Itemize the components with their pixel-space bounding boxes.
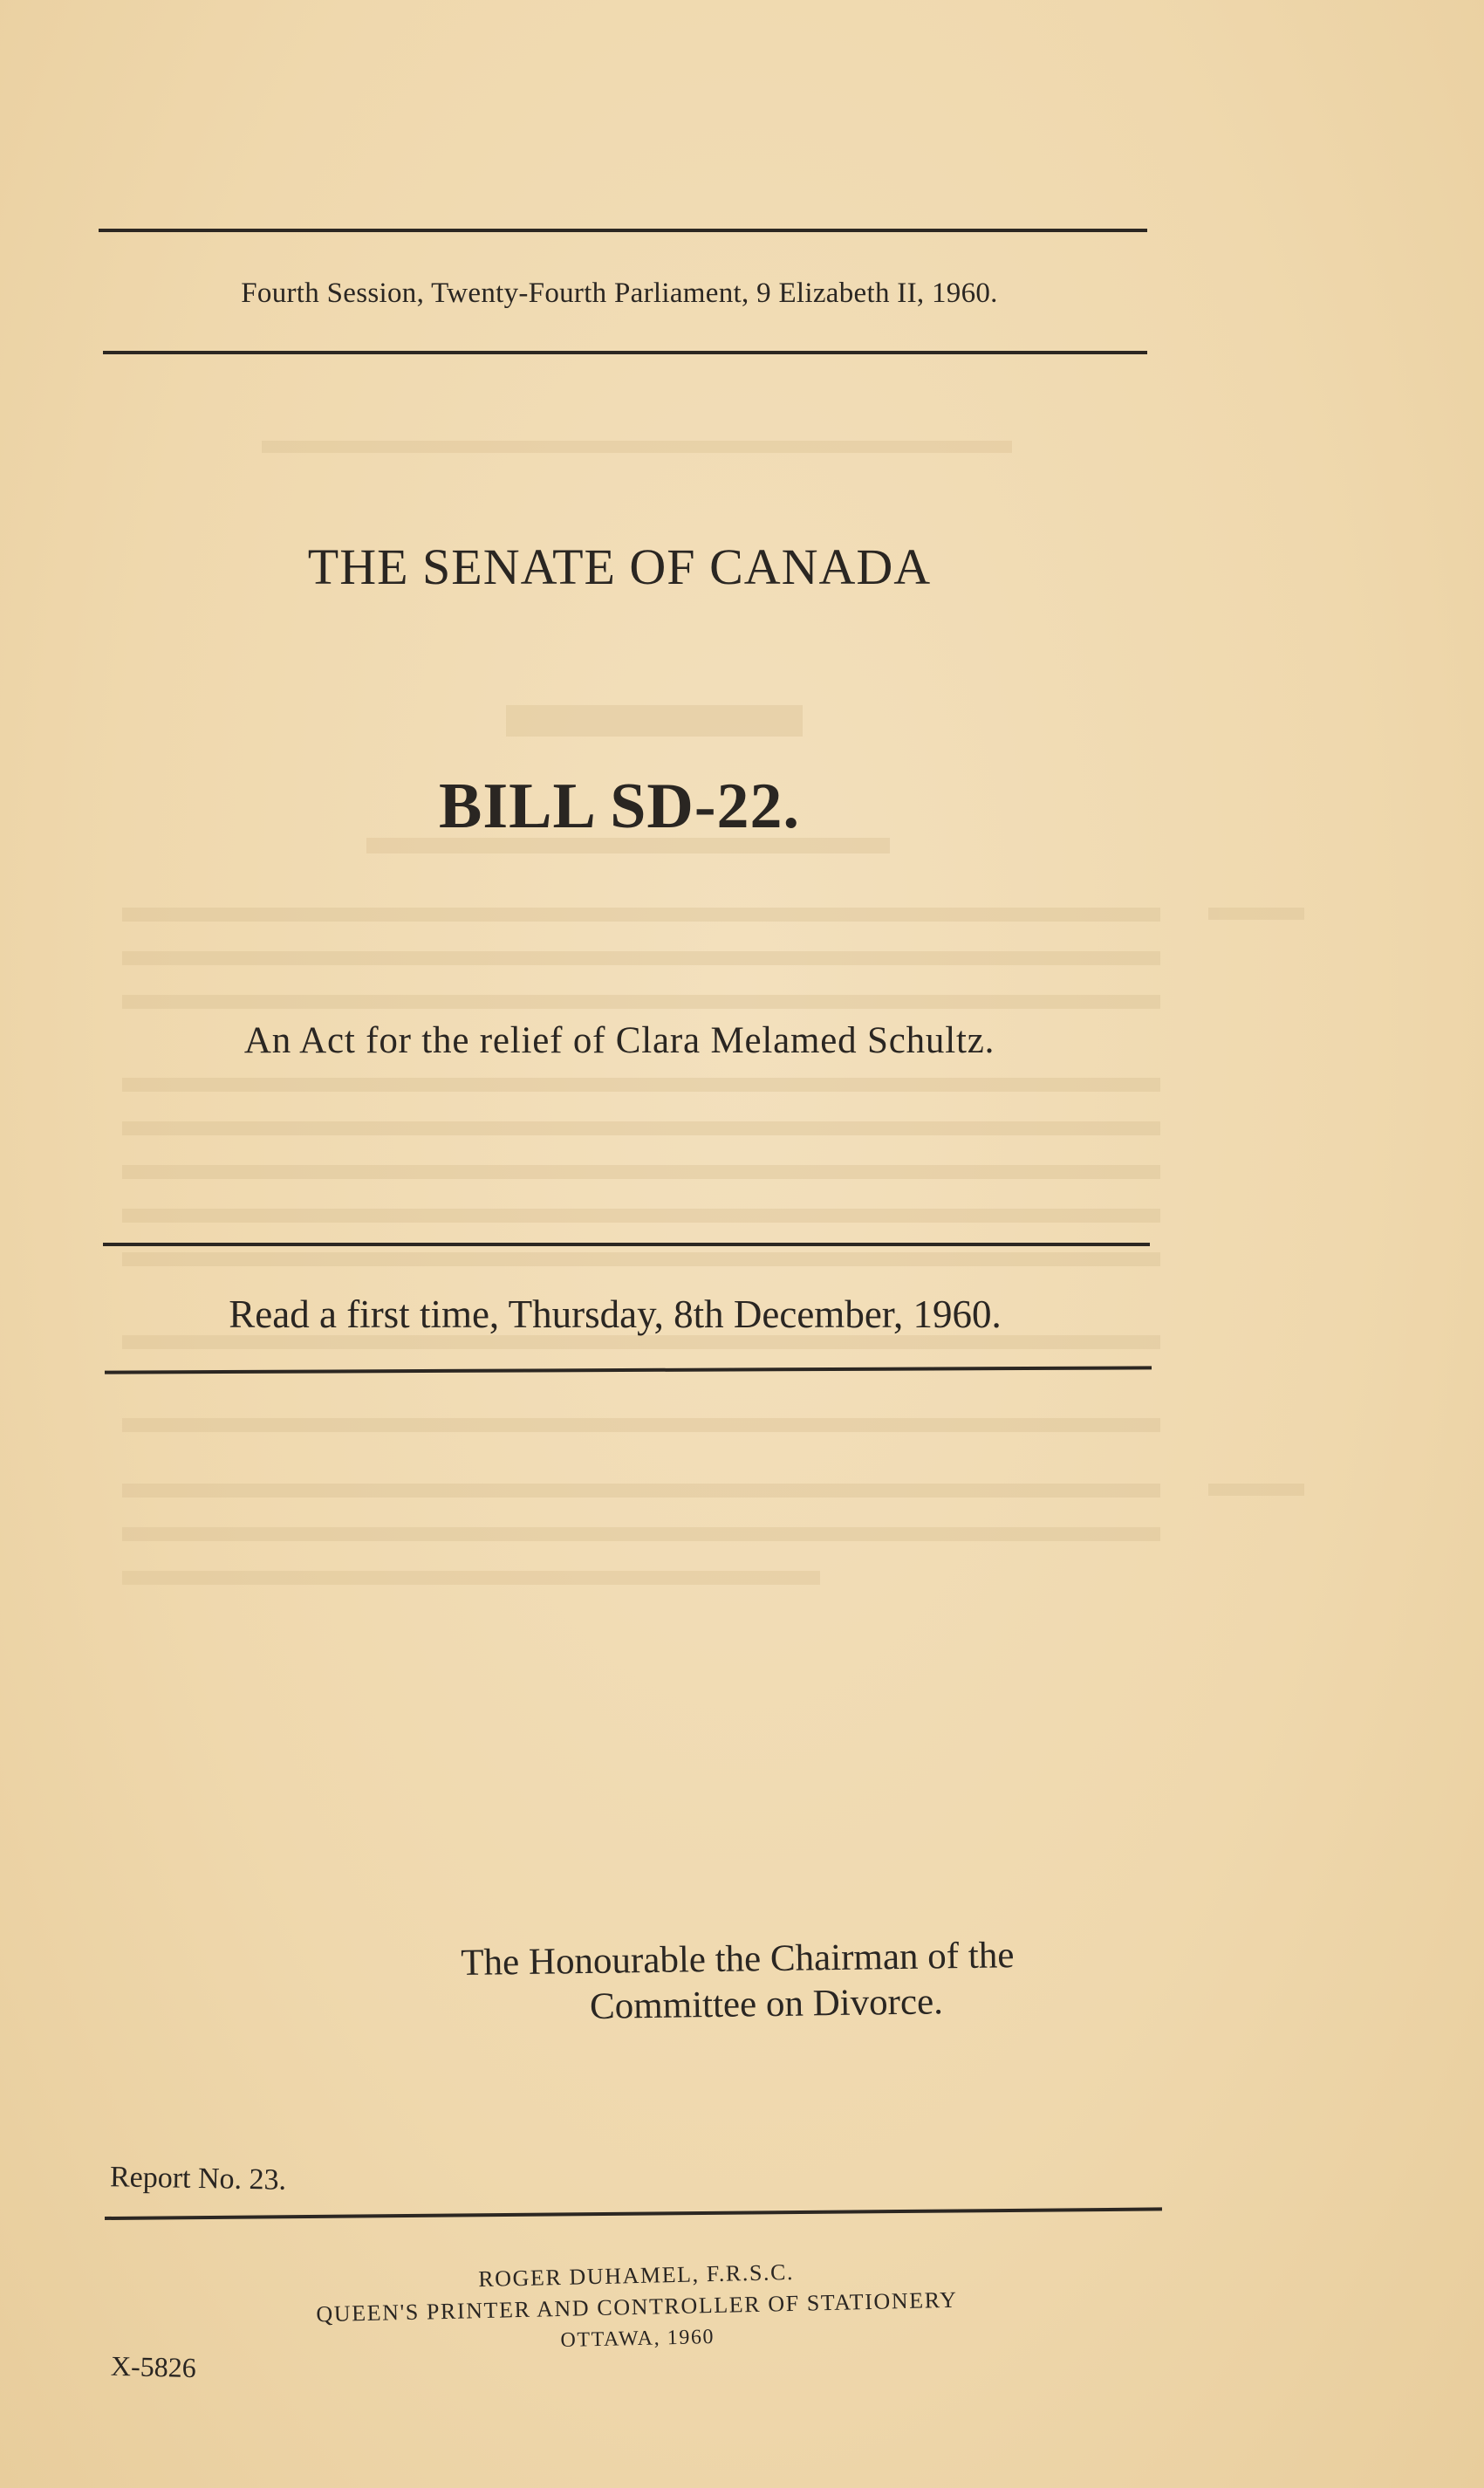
document-code: X-5826 bbox=[110, 2349, 197, 2384]
top-rule bbox=[99, 229, 1147, 232]
printer-imprint bbox=[217, 2251, 1057, 2364]
act-title: An Act for the relief of Clara Melamed Schultz. bbox=[243, 1020, 995, 1061]
bill-title: BILL SD-22. bbox=[438, 771, 801, 842]
sponsor-line-2: Committee on Divorce. bbox=[589, 1981, 944, 2027]
printer-place: OTTAWA, 1960 bbox=[560, 2325, 715, 2352]
sponsor-block bbox=[461, 1933, 1015, 2032]
reading-bottom-rule bbox=[105, 1366, 1152, 1374]
footer-rule bbox=[105, 2207, 1162, 2220]
printer-title: QUEEN'S PRINTER AND CONTROLLER OF STATIONERY bbox=[316, 2286, 958, 2327]
printer-name: ROGER DUHAMEL, F.R.S.C. bbox=[477, 2258, 795, 2293]
report-number: Report No. 23. bbox=[109, 2161, 287, 2197]
sponsor-line-1: The Honourable the Chairman of the bbox=[461, 1935, 1015, 1984]
session-line: Fourth Session, Twenty-Fourth Parliament, 9 Elizabeth II, 1960. bbox=[241, 278, 998, 309]
reading-line: Read a first time, Thursday, 8th December, 1960. bbox=[229, 1292, 1002, 1336]
reading-top-rule bbox=[103, 1243, 1150, 1246]
session-rule bbox=[103, 351, 1147, 354]
chamber-heading: THE SENATE OF CANADA bbox=[307, 538, 932, 595]
